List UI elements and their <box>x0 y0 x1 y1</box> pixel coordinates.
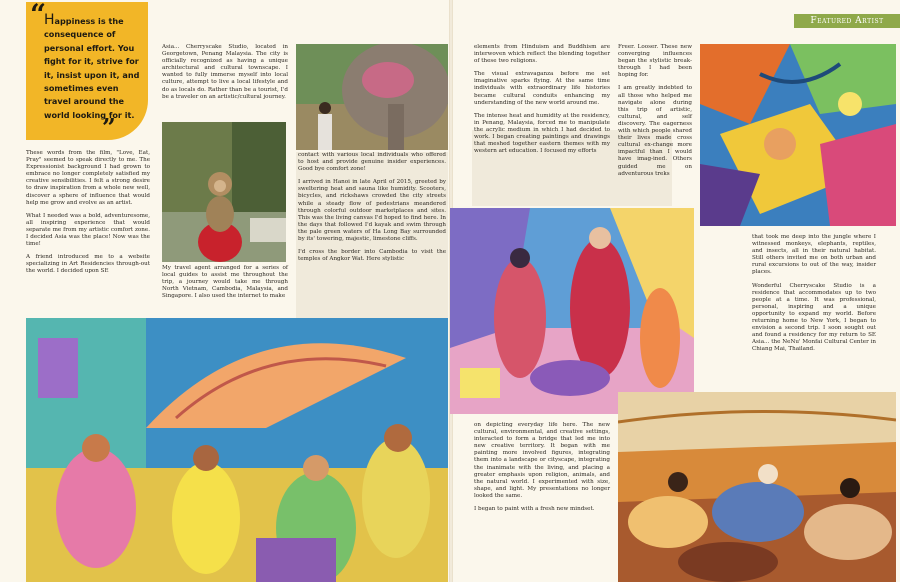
text-column-4-top <box>474 44 610 161</box>
text-column-1 <box>26 150 150 282</box>
paragraph: elements from Hinduism and Buddhism are interwoven which reflect the blending together of these two religions. <box>474 44 610 65</box>
paragraph: contact with various local individuals who offered to host and provide genuine insider experiences. Good bye comfort zone! <box>298 152 446 173</box>
elephant-photo <box>296 44 448 150</box>
paragraph: These words from the film, "Love, Eat, Pray" seemed to speak directly to me. The Expressionist background I had grown to embrace no longer completely satisfied my creative sensibilities. I felt a strong desire to draw inspiration from a whole new well, discover a sphere of influence that would help me grow and evolve as an artist. <box>26 150 150 206</box>
dancers-painting <box>450 208 694 414</box>
paragraph: Wonderful Cherryscake Studio is a residence that accommodates up to two people at a time. It was professional, personal, inspiring and a unique opportunity to expand my world. Before returning home to New York, I began to envision a second trip. I soon sought out and found a residency for my return to SE Asia... the NeNu' Monfai Cultural Center in Chiang Mai, Thailand. <box>752 282 876 353</box>
paragraph: Freer. Looser. These new converging influences began the stylistic break-through I had been hoping for. <box>618 44 692 79</box>
paragraph: My travel agent arranged for a series of local guides to assist me throughout the trip, a journey would take me through North Vietnam, Cambodia, Malaysia, and Singapore. I also used the internet to make <box>162 265 288 300</box>
text-column-4-bottom <box>474 422 610 519</box>
monkey-photo <box>162 122 286 262</box>
abstract-figures-painting <box>700 44 896 226</box>
paragraph: I arrived in Hanoi in late April of 2015, greeted by sweltering heat and sauna like humidity. Scooters, bicycles, and rickshaws crowded the city streets while a steady flow of pedestrians meandered through colorful outdoor marketplaces and sites. This was the living canvas I'd hoped to find here. In the days that followed I'd kayak and swim through the pale green waters of Ha Long Bay surrounded by its' towering, majestic, limestone cliffs. <box>298 179 446 243</box>
paragraph: I began to paint with a fresh new mindset. <box>474 506 595 513</box>
paragraph: I'd cross the border into Cambodia to visit the temples of Angkor Wat. Here stylistic <box>298 249 446 263</box>
paragraph: on depicting everyday life here. The new cultural, environmental, and creative settings, interacted to form a bridge that led me into new creative territory. It began with me painting more involved figures, integrating them into a landscape or cityscape, integrating the inanimate with the living, and placing a greater emphasis upon religion, animals, and the natural world. I experimented with size, shape, and light. My presentations no longer looked the same. <box>474 422 610 499</box>
paragraph: A friend introduced me to a website specializing in Art Residencies through-out the world. I decided upon SE <box>26 254 150 275</box>
paragraph: What I needed was a bold, adventuresome, all inspiring experience that would separate me from my artistic comfort zone. I decided Asia was the place! Now was the time! <box>26 212 150 248</box>
close-quote-mark: ” <box>102 113 116 142</box>
paragraph: I am greatly indebted to all those who helped me navigate alone during this trip of artistic, cultural, and self discovery. The eagerness with which people shared their lives made cross cultural ex-change more impactful than I would have imag-ined. Others guided me on adventurous treks <box>618 85 692 177</box>
paragraph: The visual extravaganza before me set imaginative sparks flying. At the same time individuals with extraordinary life histories became cultural conduits enhancing my understanding of the new world around me. <box>474 71 610 106</box>
open-quote-mark: “ <box>30 0 47 31</box>
section-badge: Featured Artist <box>794 14 900 28</box>
paragraph: The intense heat and humidity at the residency, in Penang, Malaysia, forced me to manipulate the acrylic medium in which I had decided to work. I began creating paintings and drawings that meshed together eastern themes with my western art education. I focused my efforts <box>474 112 610 155</box>
crowd-painting <box>618 392 896 582</box>
text-column-6 <box>752 234 876 360</box>
text-column-3 <box>298 152 446 269</box>
text-column-5 <box>618 44 692 184</box>
pull-quote <box>44 14 144 122</box>
text-column-2-top <box>162 44 288 107</box>
text-column-2-bottom <box>162 265 288 306</box>
paragraph: that took me deep into the jungle where I witnessed monkeys, elephants, reptiles, and insects, all in their natural habitat. Still others invited me on both urban and rural excursions to out of the way, insider places. <box>752 234 876 276</box>
market-umbrella-painting <box>26 318 448 582</box>
quote-initial: H <box>44 12 55 28</box>
quote-body: appiness is the consequence of personal effort. You fight for it, strive for it, insist upon it, and sometimes even travel around the world looking for it. <box>44 16 140 120</box>
paragraph: Asia... Cherryscake Studio, located in Georgetown, Penang Malaysia. The city is officially recognized as having a unique architectural and cultural townscape. I wanted to fully immerse myself into local culture, attempt to live a local lifestyle and do as locals do. Rather than be a tourist, I'd be a traveler on an artistic/cultural journey. <box>162 44 288 100</box>
